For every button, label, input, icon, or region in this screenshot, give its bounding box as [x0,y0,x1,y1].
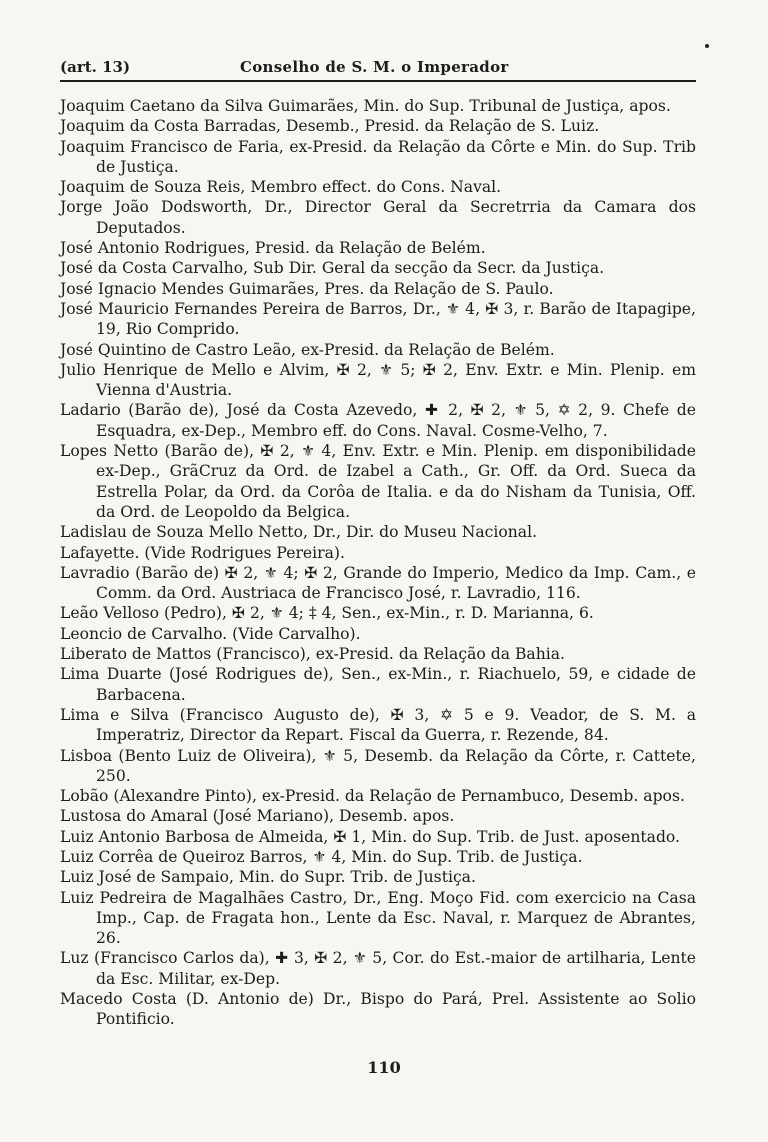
list-entry: Joaquim de Souza Reis, Membro effect. do Cons. Naval. [60,178,502,197]
list-entry: Macedo Costa (D. Antonio de) Dr., Bispo do Pará, Prel. Assistente ao Solio Pontificio. [60,990,696,1029]
list-entry: Lisboa (Bento Luiz de Oliveira), ⚜ 5, Desemb. da Relação da Côrte, r. Cattete, 250. [60,746,696,785]
list-entry: Liberato de Mattos (Francisco), ex-Presid. da Relação da Bahia. [60,645,565,664]
list-entry: Luiz Antonio Barbosa de Almeida, ✠ 1, Min. do Sup. Trib. de Just. aposentado. [60,827,680,846]
page-number: 110 [367,1058,401,1077]
list-entry: Ladislau de Souza Mello Netto, Dr., Dir. do Museu Nacional. [60,523,538,542]
header-title: Conselho de S. M. o Imperador [240,58,509,76]
list-entry: Ladario (Barão de), José da Costa Azevedo, ✚ 2, ✠ 2, ⚜ 5, ✡ 2, 9. Chefe de Esquadra, ex-Dep., Membro eff. do Cons. Naval. Cosme-Velho, 7. [60,401,696,440]
list-entry: Lima e Silva (Francisco Augusto de), ✠ 3, ✡ 5 e 9. Veador, de S. M. a Imperatriz, Director da Repart. Fiscal da Guerra, r. Rezende, 84. [60,705,696,745]
list-entry: José Ignacio Mendes Guimarães, Pres. da Relação de S. Paulo. [60,279,554,298]
list-entry: Lavradio (Barão de) ✠ 2, ⚜ 4; ✠ 2, Grande do Imperio, Medico da Imp. Cam., e Comm. da Ord. Austriaca de Francisco José, r. Lavradio, 116. [60,563,696,603]
list-entry: José Antonio Rodrigues, Presid. da Relação de Belém. [60,239,486,258]
list-entry: Luiz Corrêa de Queiroz Barros, ⚜ 4, Min. do Sup. Trib. de Justiça. [60,847,583,866]
list-entry: Joaquim Francisco de Faria, ex-Presid. da Relação da Côrte e Min. do Sup. Trib de Justiça. [60,137,696,176]
list-entry: Luiz Pedreira de Magalhães Castro, Dr., Eng. Moço Fid. com exercicio na Casa Imp., Cap. de Fragata hon., Lente da Esc. Naval, r. Marquez de Abrantes, 26. [60,888,696,948]
list-entry: Lustosa do Amaral (José Mariano), Desemb. apos. [60,807,455,826]
list-entry: José Quintino de Castro Leão, ex-Presid. da Relação de Belém. [60,340,555,359]
list-entry: Leoncio de Carvalho. (Vide Carvalho). [60,624,361,643]
list-entry: José Mauricio Fernandes Pereira de Barros, Dr., ⚜ 4, ✠ 3, r. Barão de Itapagipe, 19, Rio Comprido. [60,299,696,339]
list-entry: Lima Duarte (José Rodrigues de), Sen., ex-Min., r. Riachuelo, 59, e cidade de Barbacena. [60,665,696,704]
list-entry: Joaquim Caetano da Silva Guimarães, Min. do Sup. Tribunal de Justiça, apos. [60,97,671,115]
list-entry: Leão Velloso (Pedro), ✠ 2, ⚜ 4; ‡ 4, Sen., ex-Min., r. D. Marianna, 6. [60,604,594,623]
ink-speck [705,44,709,48]
list-entry: Jorge João Dodsworth, Dr., Director Geral da Secretrria da Camara dos Deputados. [60,198,696,237]
entry-list [60,96,696,1030]
article-reference: (art. 13) [60,58,131,76]
list-entry: Julio Henrique de Mello e Alvim, ✠ 2, ⚜ 5; ✠ 2, Env. Extr. e Min. Plenip. em Vienna d'Austria. [60,360,696,400]
running-header [60,58,696,82]
list-entry: Lobão (Alexandre Pinto), ex-Presid. da Relação de Pernambuco, Desemb. apos. [60,787,685,806]
list-entry: Lopes Netto (Barão de), ✠ 2, ⚜ 4, Env. Extr. e Min. Plenip. em disponibilidade ex-Dep., GrãCruz da Ord. de Izabel a Cath., Gr. Off. da Ord. Sueca da Estrella Polar, da Ord. da Corôa de Italia. e da do Nisham da Tunisia, Off. da Ord. de Leopoldo da Belgica. [60,442,696,521]
list-entry: Luiz José de Sampaio, Min. do Supr. Trib. de Justiça. [60,868,476,887]
list-entry: José da Costa Carvalho, Sub Dir. Geral da secção da Secr. da Justiça. [60,259,605,278]
list-entry: Luz (Francisco Carlos da), ✚ 3, ✠ 2, ⚜ 5, Cor. do Est.-maior de artilharia, Lente da Esc. Militar, ex-Dep. [60,949,696,988]
list-entry: Joaquim da Costa Barradas, Desemb., Presid. da Relação de S. Luiz. [60,117,600,136]
list-entry: Lafayette. (Vide Rodrigues Pereira). [60,543,345,562]
